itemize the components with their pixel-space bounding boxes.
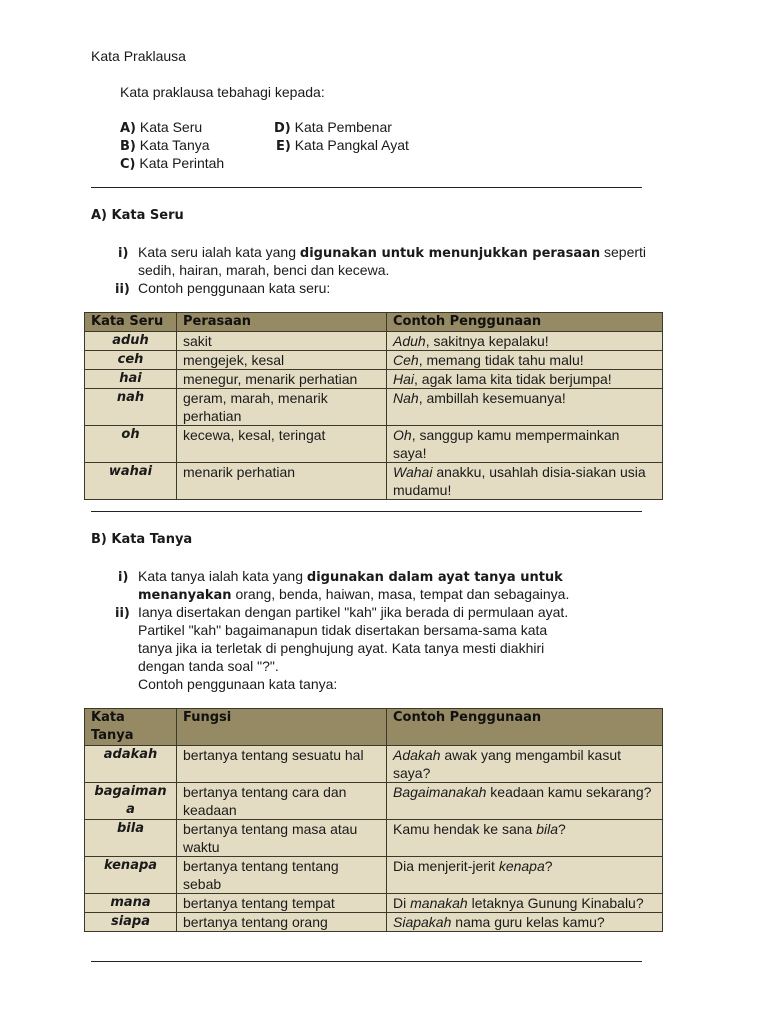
- word-cell: kenapa: [85, 857, 177, 894]
- function-cell: bertanya tentang orang: [177, 913, 387, 932]
- tanya-point-2-line-1: Ianya disertakan dengan partikel "kah" jika berada di permulaan ayat.: [138, 604, 569, 620]
- word-cell: wahai: [85, 463, 177, 500]
- example-cell: Wahai anakku, usahlah disia-siakan usia mudamu!: [387, 463, 663, 500]
- tanya-point-2-num: ii): [115, 606, 130, 621]
- category-name: Kata Pangkal Ayat: [294, 137, 409, 153]
- example-cell: Siapakah nama guru kelas kamu?: [387, 913, 663, 932]
- column-header: Fungsi: [177, 709, 387, 746]
- category-e: [276, 136, 409, 156]
- word-cell: bila: [85, 820, 177, 857]
- table-row: [85, 820, 663, 857]
- category-letter: C): [120, 157, 136, 172]
- table-row: [85, 857, 663, 894]
- table-row: [85, 913, 663, 932]
- example-cell: Kamu hendak ke sana bila?: [387, 820, 663, 857]
- tanya-point-2-line-3: tanya jika ia terletak di penghujung ayat. Kata tanya mesti diakhiri: [138, 640, 545, 656]
- example-cell: Hai, agak lama kita tidak berjumpa!: [387, 370, 663, 389]
- word-cell: aduh: [85, 332, 177, 351]
- kata-seru-table: [84, 312, 663, 500]
- function-cell: bertanya tentang masa atau waktu: [177, 820, 387, 857]
- category-b: [120, 136, 210, 156]
- tanya-point-1-num: i): [118, 570, 129, 585]
- example-cell: Oh, sanggup kamu mempermainkan saya!: [387, 426, 663, 463]
- category-d: [274, 118, 392, 138]
- table-row: [85, 370, 663, 389]
- category-name: Kata Seru: [139, 119, 203, 135]
- word-cell: adakah: [85, 746, 177, 783]
- divider-line: [91, 961, 642, 962]
- table-row: [85, 894, 663, 913]
- category-letter: D): [274, 121, 291, 136]
- column-header: Contoh Penggunaan: [387, 313, 663, 332]
- example-cell: Ceh, memang tidak tahu malu!: [387, 351, 663, 370]
- section-heading-kata-tanya: B) Kata Tanya: [91, 532, 193, 547]
- feeling-cell: geram, marah, menarik perhatian: [177, 389, 387, 426]
- feeling-cell: kecewa, kesal, teringat: [177, 426, 387, 463]
- tanya-point-2-line-4: dengan tanda soal "?".: [138, 658, 279, 674]
- seru-point-2-num: ii): [115, 282, 130, 297]
- table-row: [85, 426, 663, 463]
- seru-point-1-line-1: Kata seru ialah kata yang digunakan untuk menunjukkan perasaan seperti: [138, 244, 647, 261]
- table-row: [85, 332, 663, 351]
- category-a: [120, 118, 202, 138]
- divider-line: [91, 187, 642, 188]
- feeling-cell: menegur, menarik perhatian: [177, 370, 387, 389]
- feeling-cell: sakit: [177, 332, 387, 351]
- column-header: Perasaan: [177, 313, 387, 332]
- word-cell: siapa: [85, 913, 177, 932]
- word-cell: hai: [85, 370, 177, 389]
- seru-point-2: Contoh penggunaan kata seru:: [138, 280, 331, 296]
- category-name: Kata Pembenar: [294, 119, 392, 135]
- category-letter: E): [276, 139, 291, 154]
- feeling-cell: menarik perhatian: [177, 463, 387, 500]
- function-cell: bertanya tentang tempat: [177, 894, 387, 913]
- category-name: Kata Perintah: [139, 155, 225, 171]
- table-row: [85, 389, 663, 426]
- page-title: Kata Praklausa: [91, 48, 186, 64]
- example-cell: Di manakah letaknya Gunung Kinabalu?: [387, 894, 663, 913]
- example-cell: Adakah awak yang mengambil kasut saya?: [387, 746, 663, 783]
- section-heading-kata-seru: A) Kata Seru: [91, 208, 184, 223]
- word-cell: mana: [85, 894, 177, 913]
- function-cell: bertanya tentang cara dan keadaan: [177, 783, 387, 820]
- word-cell: bagaimana: [85, 783, 177, 820]
- table-row: [85, 783, 663, 820]
- seru-point-1-line-2: sedih, hairan, marah, benci dan kecewa.: [138, 262, 390, 278]
- feeling-cell: mengejek, kesal: [177, 351, 387, 370]
- table-row: [85, 746, 663, 783]
- intro-text: Kata praklausa tebahagi kepada:: [120, 84, 325, 100]
- function-cell: bertanya tentang sesuatu hal: [177, 746, 387, 783]
- table-row: [85, 351, 663, 370]
- column-header: Contoh Penggunaan: [387, 709, 663, 746]
- example-cell: Bagaimanakah keadaan kamu sekarang?: [387, 783, 663, 820]
- tanya-point-1-line-1: Kata tanya ialah kata yang digunakan dalam ayat tanya untuk: [138, 568, 563, 585]
- column-header: Kata Seru: [85, 313, 177, 332]
- category-c: [120, 154, 224, 174]
- tanya-point-2-line-2: Partikel "kah" bagaimanapun tidak disertakan bersama-sama kata: [138, 622, 548, 638]
- word-cell: nah: [85, 389, 177, 426]
- word-cell: oh: [85, 426, 177, 463]
- kata-tanya-table: [84, 708, 663, 932]
- column-header: Kata Tanya: [85, 709, 177, 746]
- tanya-point-2-line-5: Contoh penggunaan kata tanya:: [138, 676, 338, 692]
- table-row: [85, 463, 663, 500]
- example-cell: Dia menjerit-jerit kenapa?: [387, 857, 663, 894]
- table-header-row: [85, 709, 663, 746]
- category-name: Kata Tanya: [139, 137, 210, 153]
- function-cell: bertanya tentang tentang sebab: [177, 857, 387, 894]
- tanya-point-1-line-2: menanyakan orang, benda, haiwan, masa, tempat dan sebagainya.: [138, 586, 570, 603]
- seru-point-1-num: i): [118, 246, 129, 261]
- table-header-row: [85, 313, 663, 332]
- category-letter: B): [120, 139, 136, 154]
- category-letter: A): [120, 121, 137, 136]
- divider-line: [91, 511, 642, 512]
- example-cell: Aduh, sakitnya kepalaku!: [387, 332, 663, 351]
- word-cell: ceh: [85, 351, 177, 370]
- example-cell: Nah, ambillah kesemuanya!: [387, 389, 663, 426]
